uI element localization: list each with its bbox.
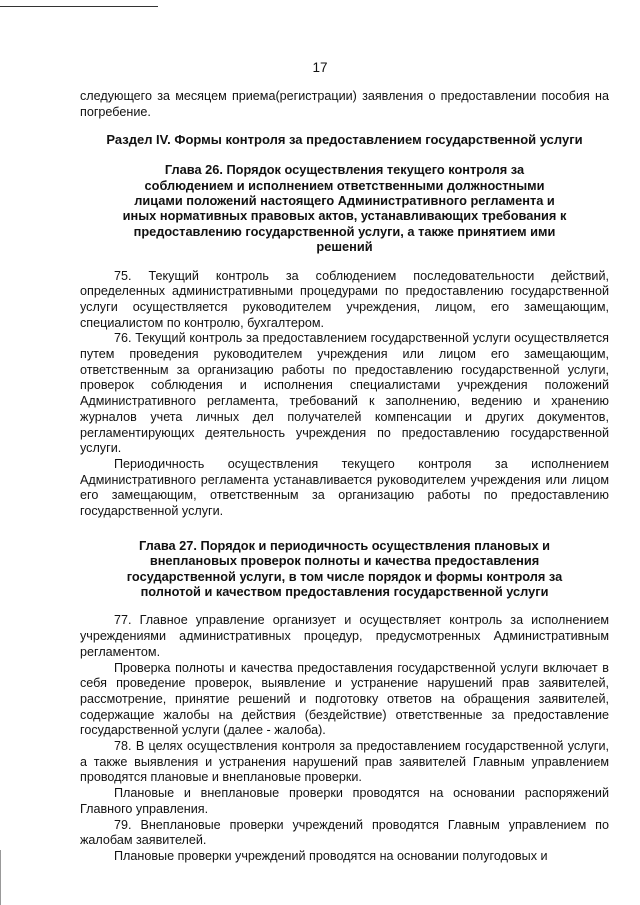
paragraph-79-planned: Плановые проверки учреждений проводятся на основании полугодовых и — [114, 848, 548, 863]
paragraph-79: 79. Внеплановые проверки учреждений проводятся Главным управлением по жалобам заявителей. — [80, 817, 609, 848]
paragraph-76: 76. Текущий контроль за предоставлением государственной услуги осуществляется путем проведения руководителем учреждения или лицом его замещающим, ответственным за организацию работы по предоставлению государственной услуги, проверок соблюдения и исполнения специалистами учреждения положений Административного регламента, требований к заполнению, ведению и хранению журналов учета личных дел получателей компенсации и других документов, регламентирующих деятельность учреждения по предоставлению государственной услуги. — [80, 331, 609, 456]
paragraph-78: 78. В целях осуществления контроля за предоставлением государственной услуги, а также выявления и устранения нарушений прав заявителей Главным управлением проводятся плановые и внеплановые проверки. — [80, 739, 609, 785]
section-heading: Раздел IV. Формы контроля за предоставлением государственной услуги — [106, 132, 583, 148]
paragraph-77: 77. Главное управление организует и осуществляет контроль за исполнением учреждениями административных процедур, предусмотренных Административным регламентом. — [80, 613, 609, 659]
chapter-27-heading: Глава 27. Порядок и периодичность осуществления плановых и внеплановых проверок полноты и качества предоставления государственной услуги, в том числе порядок и формы контроля за полнотой и качеством предоставления государственной услуги — [126, 537, 563, 600]
scan-edge-mark — [0, 850, 1, 905]
document-body — [80, 89, 609, 865]
paragraph-intro: следующего за месяцем приема(регистрации) заявления о предоставлении пособия на погребение. — [80, 89, 609, 119]
paragraph-76-periodicity: Периодичность осуществления текущего контроля за исполнением Административного регламента устанавливается руководителем учреждения или лицом его замещающим, ответственным за организацию работы по предоставлению государственной услуги. — [80, 456, 609, 519]
chapter-26-heading: Глава 26. Порядок осуществления текущего контроля за соблюдением и исполнением ответственными должностными лицами положений настоящего Административного регламента и иных нормативных правовых актов, устанавливающих требования к предоставлению государственной услуги, а также принятием ими решений — [122, 162, 567, 255]
header-rule — [0, 6, 158, 7]
paragraph-78-basis: Плановые и внеплановые проверки проводятся на основании распоряжений Главного управления. — [80, 786, 609, 816]
page-number: 17 — [312, 60, 328, 75]
paragraph-77-checks: Проверка полноты и качества предоставления государственной услуги включает в себя проведение проверок, выявление и устранение нарушений прав заявителей, рассмотрение, принятие решений и подготовку ответов на обращения заявителей, содержащие жалобы на действия (бездействие) ответственные за предоставление государственной услуги (далее - жалоба). — [80, 660, 609, 738]
paragraph-75: 75. Текущий контроль за соблюдением последовательности действий, определенных административными процедурами по предоставлению государственной услуги осуществляется руководителем учреждения, лицом, его замещающим, специалистом по контролю, бухгалтером. — [80, 268, 609, 330]
